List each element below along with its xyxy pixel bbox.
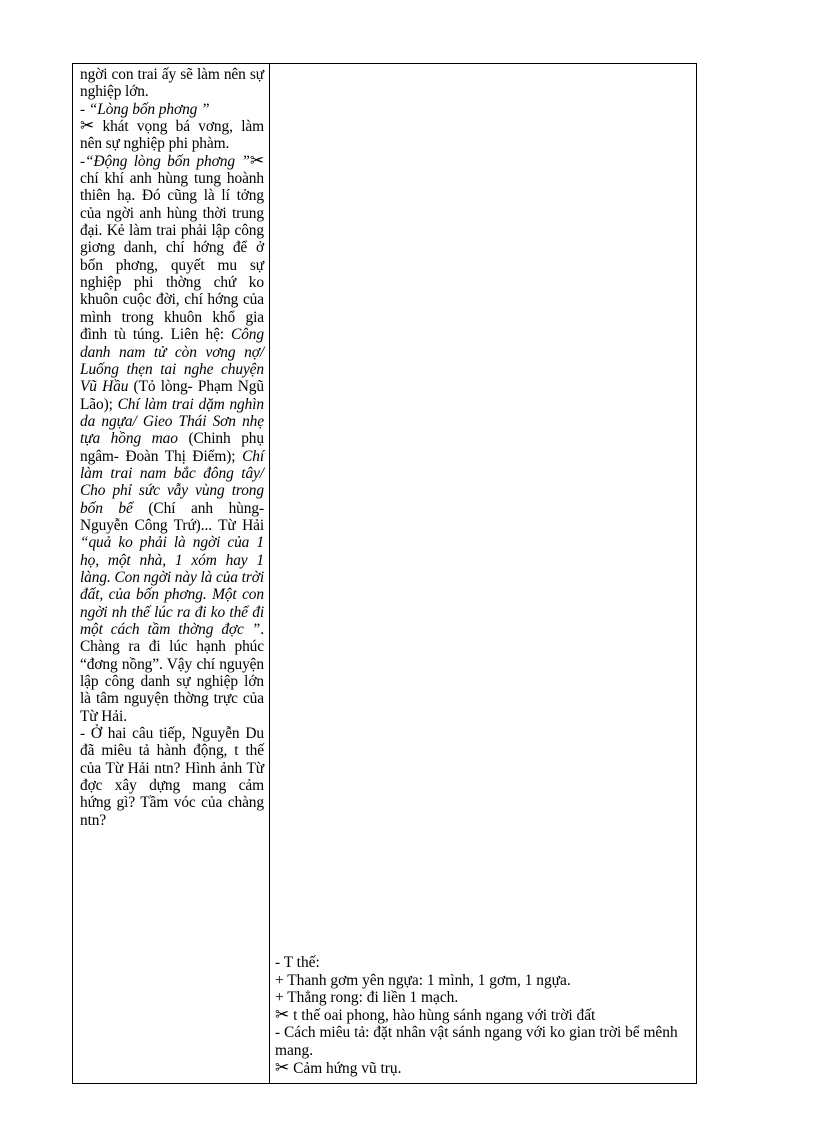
p2-quote: “Lòng bốn phơng ”: [88, 100, 210, 118]
paragraph-2: [80, 101, 264, 153]
left-column: [80, 66, 264, 829]
p3-quote: “Động lòng bốn phơng ”: [85, 152, 250, 170]
p2-text: khát vọng bá vơng, làm nên sự nghiệp phi phàm.: [80, 118, 264, 153]
p3-prefix: -: [80, 152, 86, 170]
poem-2: Chí làm trai dặm nghìn da ngựa/ Gieo Thái Sơn nhẹ tựa hồng mao: [80, 395, 264, 448]
right-column: [275, 954, 693, 1077]
right-line-4-text: t thế oai phong, hào hùng sánh ngang với trời đất: [289, 1006, 596, 1024]
content-table: [72, 63, 697, 1084]
scissors-icon: ✂: [275, 1004, 290, 1024]
right-line-5: - Cách miêu tả: đặt nhân vật sánh ngang với ko gian trời bể mênh mang.: [275, 1024, 678, 1059]
p3-text-1: chí khí anh hùng tung hoành thiên hạ. Đó cũng là lí tởng của ngời anh hùng thời trung đại. Kẻ làm trai phải lập công giơng danh, chí hớng để ở bốn phơng, quyết mu sự nghiệp phi thờng chứ ko khuôn cuộc đời, chí hớng của mình trong khuôn khổ gia đình tù túng. Liên hệ:: [80, 170, 264, 344]
p3-quote-2: “quả ko phải là ngời của 1 họ, một nhà, 1 xóm hay 1 làng. Con ngời này là của trời đất, của bốn phơng. Một con ngời nh thế lúc ra đi ko thể đi một cách tầm thờng đợc ”: [80, 534, 265, 638]
right-line-2: + Thanh gơm yên ngựa: 1 mình, 1 gơm, 1 ngựa.: [275, 971, 571, 989]
poem-3: Chí làm trai nam bắc đông tây/ Cho phỉ sức vẫy vùng trong bốn bể: [80, 447, 264, 517]
p2-prefix: -: [80, 100, 89, 118]
scissors-icon: ✂: [249, 150, 264, 170]
column-divider: [269, 64, 270, 1083]
scissors-icon: ✂: [80, 116, 95, 136]
right-line-6: [275, 1057, 693, 1078]
paragraph-1: ngời con trai ấy sẽ làm nên sự nghiệp lớn.: [80, 66, 264, 101]
paragraph-4: - Ở hai câu tiếp, Nguyễn Du đã miêu tả hành động, t thế của Từ Hải ntn? Hình ảnh Từ đợc xây dựng mang cảm hứng gì? Tầm vóc của chàng ntn?: [80, 725, 264, 829]
right-line-3: + Thẳng rong: đi liền 1 mạch.: [275, 989, 459, 1007]
poem-1: Công danh nam tử còn vơng nợ/ Luống thẹn tai nghe chuyện Vũ Hầu: [80, 326, 264, 396]
scissors-icon: ✂: [275, 1057, 290, 1077]
right-line-6-text: Cảm hứng vũ trụ.: [289, 1059, 402, 1077]
poem-2-source: (Chinh phụ ngâm- Đoàn Thị Điểm);: [80, 430, 264, 465]
right-line-4: [275, 1004, 693, 1025]
p3-text-2: . Chàng ra đi lúc hạnh phúc “đơng nồng”. Vậy chí nguyện lập công danh sự nghiệp lớn là tâm nguyện thờng trực của Từ Hải.: [80, 621, 264, 725]
paragraph-3: [80, 150, 265, 725]
poem-3-source: (Chí anh hùng- Nguyễn Công Trứ)... Từ Hải: [80, 499, 264, 534]
poem-1-source: (Tỏ lòng- Phạm Ngũ Lão);: [80, 378, 264, 413]
right-line-1: - T thế:: [275, 954, 320, 971]
